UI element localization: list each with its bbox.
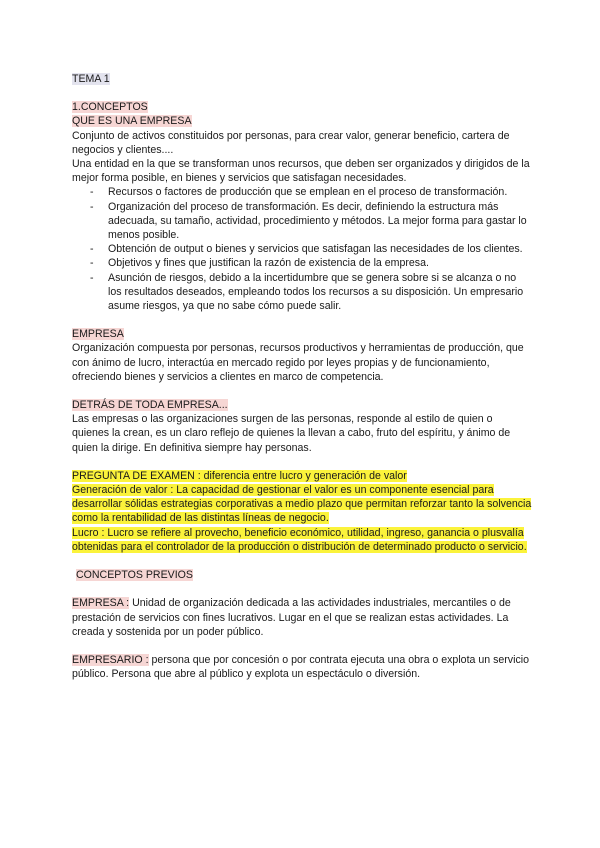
bullet-list [72, 185, 532, 313]
tema-title: TEMA 1 [72, 73, 110, 85]
conceptos-previos-heading: CONCEPTOS PREVIOS [76, 569, 193, 582]
detras-heading: DETRÁS DE TODA EMPRESA... [72, 399, 228, 412]
conceptos-heading: 1.CONCEPTOS [72, 101, 148, 114]
bullet-item: - Recursos o factores de producción que se emplean en el proceso de transformación. [72, 185, 532, 199]
empresa-paragraph: Organización compuesta por personas, recursos productivos y herramientas de producción, que con ánimo de lucro, interactúa en mercado regido por leyes propias y de funcionamiento, ofreciendo bienes y servicios a clientes en marco de competencia. [72, 342, 524, 383]
generacion-valor-paragraph: Generación de valor : La capacidad de gestionar el valor es un componente esencial para desarrollar sólidas estrategias corporativas a medio plazo que permitan reforzar tanto la solvencia como la rentabilidad de las distintas líneas de negocio. [72, 484, 532, 525]
document-body [72, 72, 532, 681]
bullet-item: - Organización del proceso de transformación. Es decir, definiendo la estructura más adecuada, su tamaño, actividad, procedimiento y métodos. La mejor forma para gastar lo menos posible. [72, 200, 532, 243]
que-es-heading: QUE ES UNA EMPRESA [72, 115, 192, 128]
lucro-paragraph: Lucro : Lucro se refiere al provecho, beneficio económico, utilidad, ingreso, ganancia o plusvalía obtenidas para el controlador de la producción o distribución de determinado producto o servicio. [72, 526, 527, 553]
bullet-item: - Asunción de riesgos, debido a la incertidumbre que se genera sobre si se alcanza o no los resultados deseados, empleando todos los recursos a su disposición. Un empresario asume riesgos, ya que no sabe cómo puede salir. [72, 271, 532, 314]
que-es-paragraph-2: Una entidad en la que se transforman unos recursos, que deben ser organizados y dirigidos de la mejor forma posible, en bienes y servicios que satisfagan necesidades. [72, 158, 530, 185]
empresa-definition: EMPRESA : Unidad de organización dedicada a las actividades industriales, mercantiles o de prestación de servicios con fines lucrativos. Lugar en el que se realizan estas actividades. La creada y sostenida por un poder público. [72, 597, 511, 638]
bullet-item: - Objetivos y fines que justifican la razón de existencia de la empresa. [72, 256, 532, 270]
que-es-paragraph-1: Conjunto de activos constituidos por personas, para crear valor, generar beneficio, cartera de negocios y clientes.... [72, 129, 510, 156]
empresario-definition: EMPRESARIO : persona que por concesión o por contrata ejecuta una obra o explota un servicio público. Persona que abre al público y explota un espectáculo o diversión. [72, 653, 529, 681]
detras-paragraph: Las empresas o las organizaciones surgen de las personas, responde al estilo de quien o quienes la crean, es un claro reflejo de quienes la llevan a cabo, fruto del espíritu, y ánimo de quien la dirige. En definitiva siempre hay personas. [72, 413, 511, 454]
empresa-heading: EMPRESA [72, 328, 124, 341]
pregunta-examen: PREGUNTA DE EXAMEN : diferencia entre lucro y generación de valor [72, 469, 407, 482]
bullet-item: - Obtención de output o bienes y servicios que satisfagan las necesidades de los clientes. [72, 242, 532, 256]
